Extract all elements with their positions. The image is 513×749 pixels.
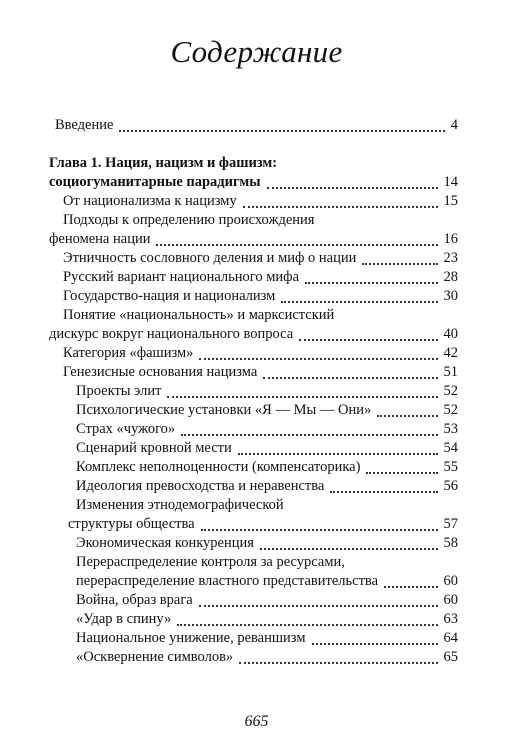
toc-entry bbox=[0, 286, 513, 307]
toc-entry-title: Русский вариант национального мифа bbox=[63, 269, 300, 285]
toc-entry-page: 55 bbox=[443, 459, 458, 475]
toc-entry bbox=[0, 457, 513, 478]
toc-entry-title: Категория «фашизм» bbox=[63, 345, 194, 361]
dot-leader bbox=[119, 129, 445, 132]
page-number: 665 bbox=[244, 713, 269, 730]
toc-entry-page: 40 bbox=[443, 326, 458, 342]
toc-entry bbox=[0, 495, 513, 516]
toc-entry-page: 15 bbox=[443, 193, 458, 209]
dot-leader bbox=[263, 376, 438, 379]
dot-leader bbox=[377, 414, 438, 417]
toc-entry-page: 23 bbox=[443, 250, 458, 266]
toc-entry-title: Введение bbox=[55, 117, 114, 133]
toc-entry-page: 30 bbox=[443, 288, 458, 304]
toc-entry-title: Изменения этнодемографической bbox=[76, 497, 284, 513]
toc-entry-title: Проекты элит bbox=[76, 383, 162, 399]
dot-leader bbox=[299, 338, 438, 341]
toc-entry bbox=[0, 514, 513, 535]
dot-leader bbox=[243, 205, 438, 208]
toc-entry bbox=[0, 229, 513, 250]
dot-leader bbox=[177, 623, 438, 626]
toc-entry-title: «Удар в спину» bbox=[76, 611, 172, 627]
toc-entry-title: Глава 1. Нация, нацизм и фашизм: bbox=[49, 155, 278, 171]
toc-entry bbox=[0, 571, 513, 592]
toc-entry-page: 60 bbox=[443, 592, 458, 608]
dot-leader bbox=[167, 395, 438, 398]
dot-leader bbox=[199, 604, 438, 607]
dot-leader bbox=[239, 661, 438, 664]
toc-entry-title: «Осквернение символов» bbox=[76, 649, 234, 665]
dot-leader bbox=[312, 642, 438, 645]
toc-entry-title: Подходы к определению происхождения bbox=[63, 212, 315, 228]
toc-entry bbox=[0, 191, 513, 212]
toc-entry-page: 58 bbox=[443, 535, 458, 551]
toc-entry-page: 60 bbox=[443, 573, 458, 589]
toc-entry bbox=[0, 324, 513, 345]
toc-entry bbox=[0, 438, 513, 459]
toc-entry-title: Страх «чужого» bbox=[76, 421, 176, 437]
toc-entry-page: 51 bbox=[443, 364, 458, 380]
toc-entry-page: 42 bbox=[443, 345, 458, 361]
toc-entry-page: 65 bbox=[443, 649, 458, 665]
toc-entry-title: Понятие «национальность» и марксистский bbox=[63, 307, 335, 323]
dot-leader bbox=[199, 357, 438, 360]
toc-entry-title: Генезисные основания нацизма bbox=[63, 364, 258, 380]
toc-entry-page: 14 bbox=[443, 174, 458, 190]
toc-entry bbox=[0, 172, 513, 193]
toc-entry-page: 53 bbox=[443, 421, 458, 437]
toc-entry-title: структуры общества bbox=[68, 516, 195, 532]
dot-leader bbox=[181, 433, 438, 436]
dot-leader bbox=[267, 186, 438, 189]
toc-entry-title: От национализма к нацизму bbox=[63, 193, 237, 209]
page-title: Содержание bbox=[170, 34, 343, 69]
toc-entry-page: 28 bbox=[443, 269, 458, 285]
toc-entry bbox=[0, 115, 513, 136]
toc-entry-title: перераспределение властного представительства bbox=[76, 573, 379, 589]
toc-entry-title: Экономическая конкуренция bbox=[76, 535, 254, 551]
toc-entry bbox=[0, 476, 513, 497]
toc-entry bbox=[0, 210, 513, 231]
toc-entry-title: Национальное унижение, реваншизм bbox=[76, 630, 306, 646]
toc-entry bbox=[0, 362, 513, 383]
toc-entry bbox=[0, 343, 513, 364]
toc-entry bbox=[0, 628, 513, 649]
toc-entry-page: 52 bbox=[443, 402, 458, 418]
toc-entry-title: дискурс вокруг национального вопроса bbox=[49, 326, 294, 342]
toc-entry bbox=[0, 153, 513, 174]
dot-leader bbox=[260, 547, 438, 550]
toc-entry bbox=[0, 400, 513, 421]
toc-entry-title: Психологические установки «Я — Мы — Они» bbox=[76, 402, 372, 418]
toc-entry-title: Война, образ врага bbox=[76, 592, 193, 608]
toc-entry bbox=[0, 609, 513, 630]
toc-entry-page: 63 bbox=[443, 611, 458, 627]
toc-entry-title: Сценарий кровной мести bbox=[76, 440, 232, 456]
toc-entry-title: феномена нации bbox=[49, 231, 151, 247]
toc-entry bbox=[0, 590, 513, 611]
toc-entry-page: 4 bbox=[450, 117, 458, 133]
toc-entry-title: Идеология превосходства и неравенства bbox=[76, 478, 325, 494]
toc-entry bbox=[0, 647, 513, 668]
toc-entry-title: Комплекс неполноценности (компенсаторика) bbox=[76, 459, 361, 475]
dot-leader bbox=[330, 490, 438, 493]
toc-entry bbox=[0, 552, 513, 573]
toc-entry bbox=[0, 305, 513, 326]
dot-leader bbox=[238, 452, 438, 455]
dot-leader bbox=[156, 243, 438, 246]
dot-leader bbox=[366, 471, 438, 474]
toc-entry-title: Перераспределение контроля за ресурсами, bbox=[76, 554, 345, 570]
dot-leader bbox=[362, 262, 438, 265]
dot-leader bbox=[201, 528, 438, 531]
toc-entry bbox=[0, 419, 513, 440]
toc-entry-title: Государство-нация и национализм bbox=[63, 288, 276, 304]
dot-leader bbox=[305, 281, 438, 284]
toc-entry-page: 57 bbox=[443, 516, 458, 532]
dot-leader bbox=[384, 585, 438, 588]
toc-entry-page: 52 bbox=[443, 383, 458, 399]
toc-entry-title: Этничность сословного деления и миф о нации bbox=[63, 250, 357, 266]
toc-entry-title: социогуманитарные парадигмы bbox=[49, 174, 261, 190]
toc-entry-page: 54 bbox=[443, 440, 458, 456]
toc-entry bbox=[0, 533, 513, 554]
toc-entry bbox=[0, 381, 513, 402]
toc-entry bbox=[0, 248, 513, 269]
toc-entry-page: 16 bbox=[443, 231, 458, 247]
toc-entry bbox=[0, 267, 513, 288]
toc-entry-page: 56 bbox=[443, 478, 458, 494]
dot-leader bbox=[281, 300, 438, 303]
toc-entry-page: 64 bbox=[443, 630, 458, 646]
